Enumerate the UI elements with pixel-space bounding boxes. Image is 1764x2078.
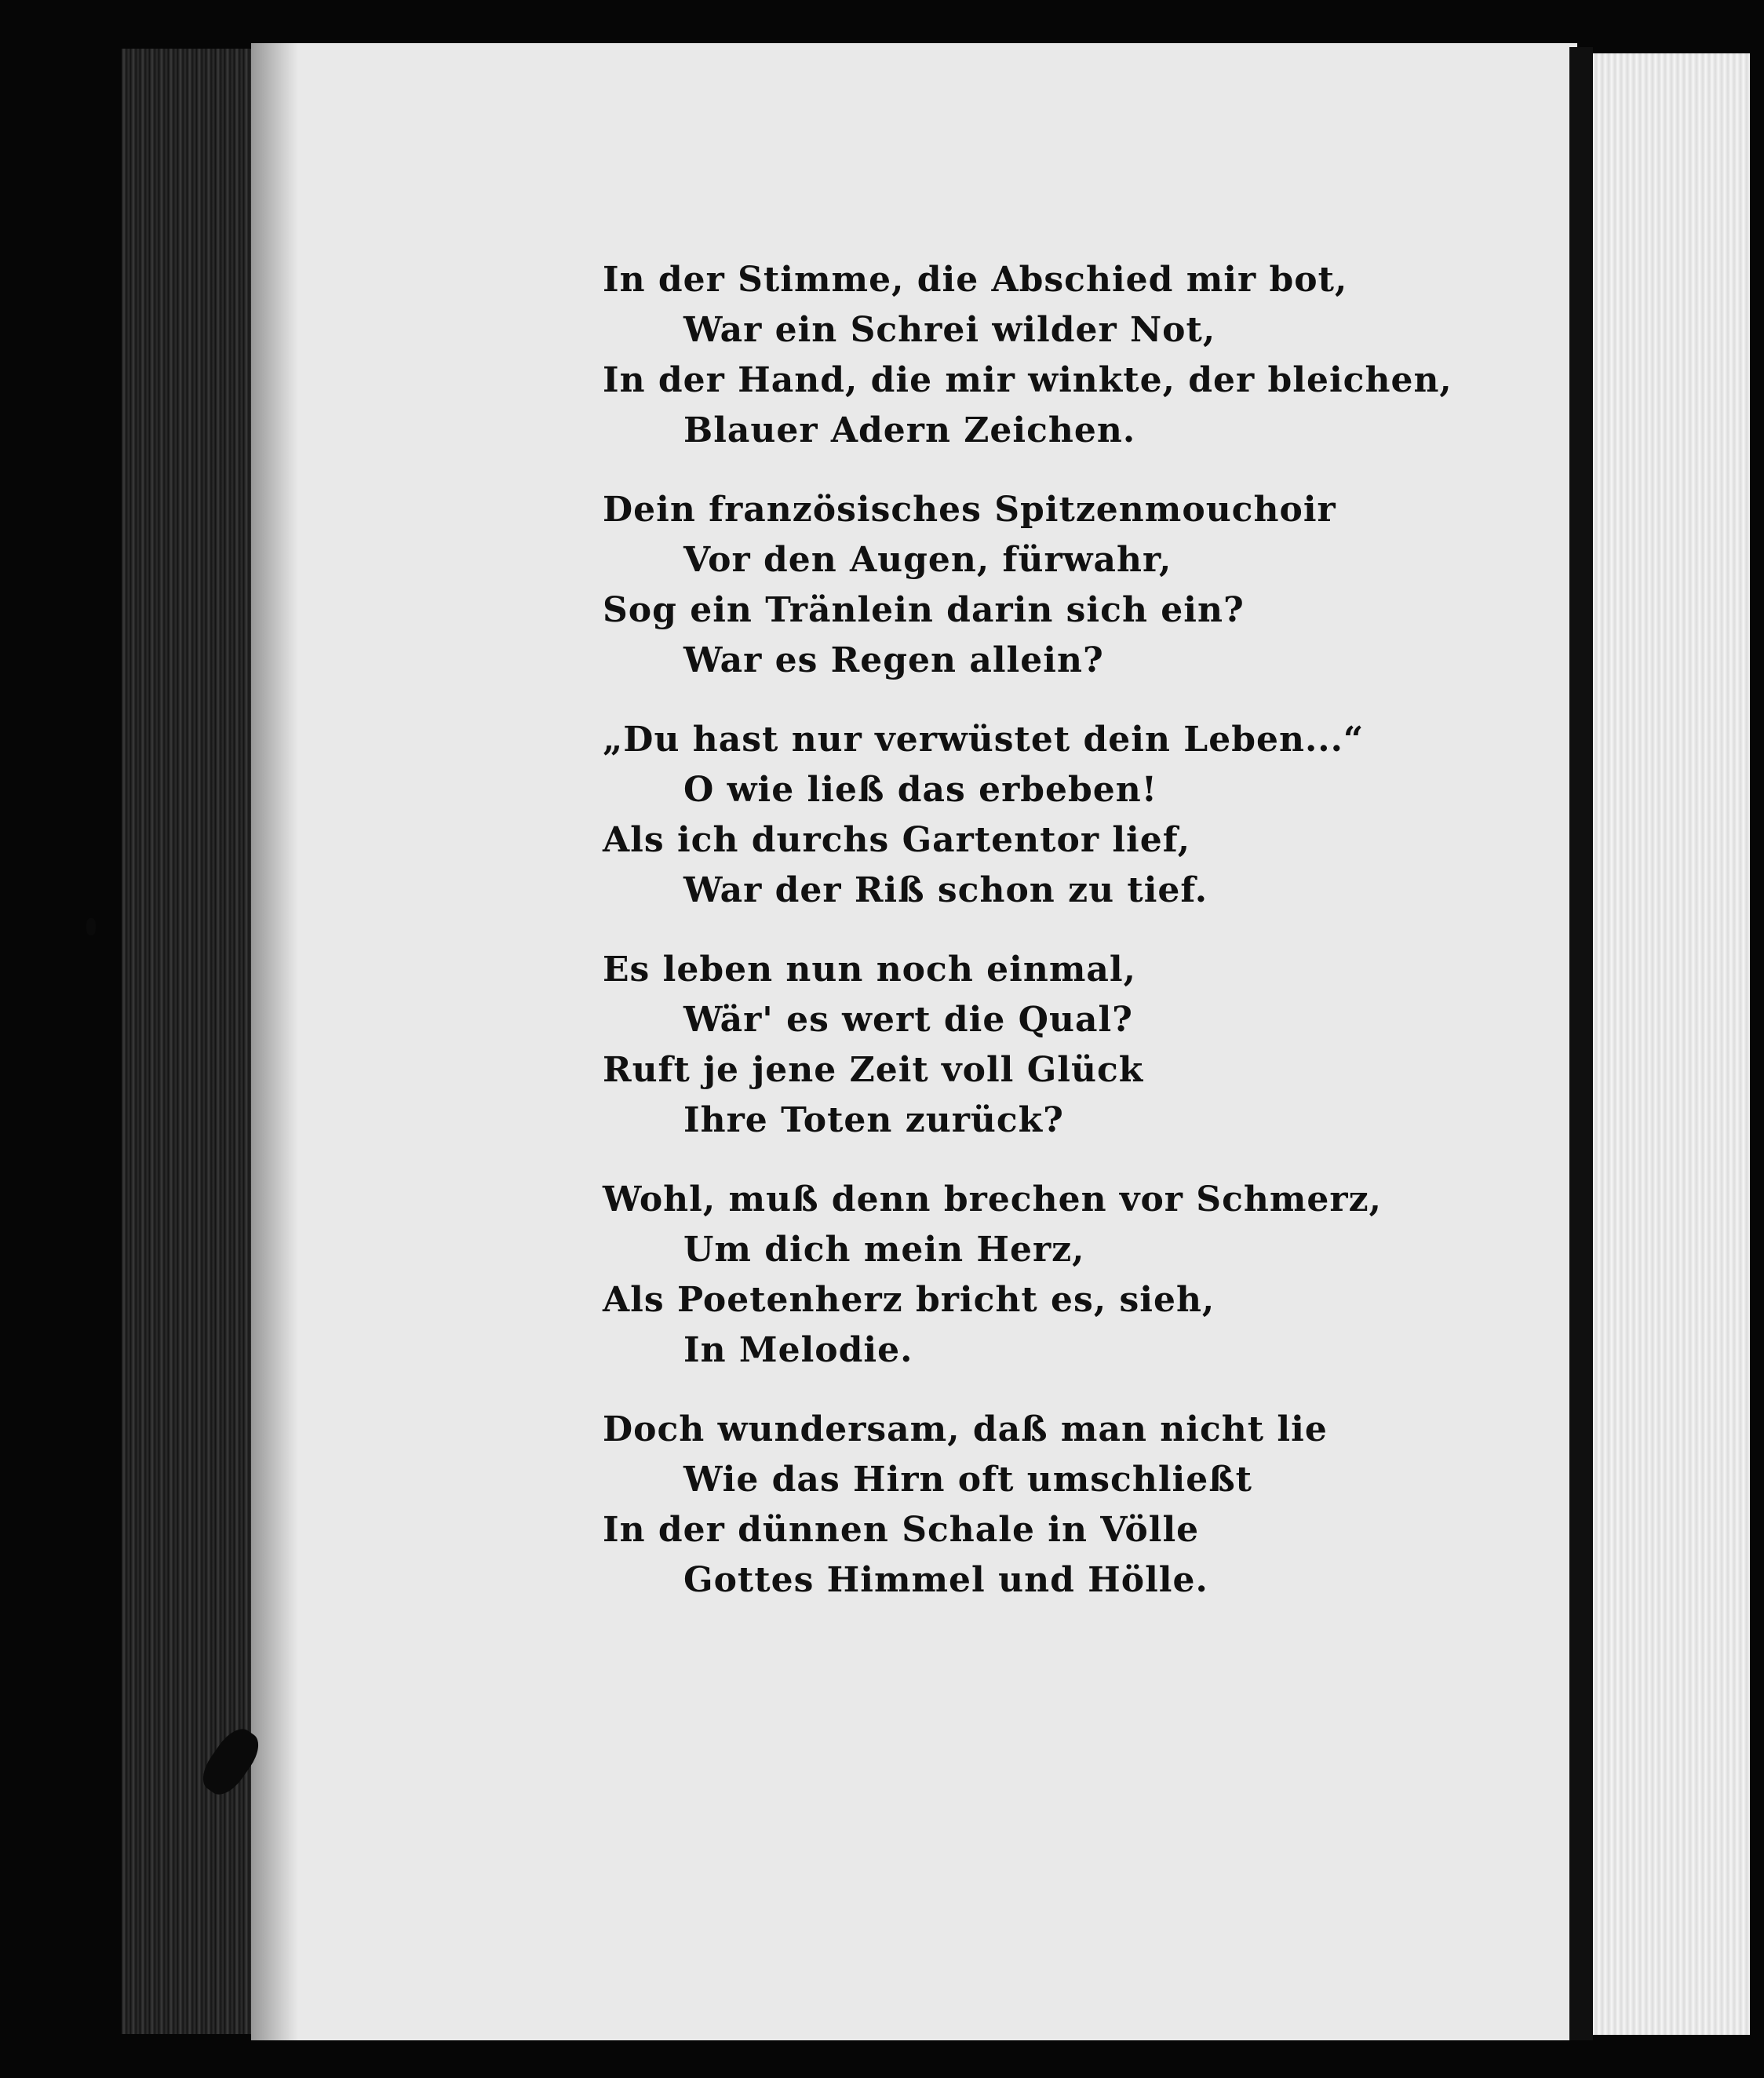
verse-line: Als Poetenherz bricht es, sieh, <box>603 1280 1215 1320</box>
verse-line: Ruft je jene Zeit voll Glück <box>603 1050 1144 1090</box>
verse-line: O wie ließ das erbeben! <box>683 770 1158 810</box>
verse-line: Es leben nun noch einmal, <box>603 950 1136 990</box>
stanza <box>603 485 1568 686</box>
verse-line: Gottes Himmel und Hölle. <box>683 1560 1208 1600</box>
verse-line: Blauer Adern Zeichen. <box>683 410 1136 450</box>
ink-speck <box>86 918 96 935</box>
poem <box>603 255 1568 1635</box>
verse-line: Vor den Augen, fürwahr, <box>683 540 1172 580</box>
verse-line: Wohl, muß denn brechen vor Schmerz, <box>603 1179 1382 1219</box>
facing-page-edge <box>1593 53 1750 2035</box>
binding-shadow <box>1569 47 1593 2040</box>
verse-line: In der Stimme, die Abschied mir bot, <box>603 260 1348 300</box>
verse-line: „Du hast nur verwüstet dein Leben...“ <box>603 720 1365 760</box>
stanza <box>603 715 1568 916</box>
verse-line: Als ich durchs Gartentor lief, <box>603 820 1191 860</box>
verse-line: Sog ein Tränlein darin sich ein? <box>603 590 1245 630</box>
verse-line: Ihre Toten zurück? <box>683 1100 1064 1140</box>
verse-line: Doch wundersam, daß man nicht lie <box>603 1409 1328 1449</box>
verse-line: In der dünnen Schale in Völle <box>603 1510 1200 1550</box>
stanza <box>603 1175 1568 1376</box>
verse-line: Wie das Hirn oft umschließt <box>683 1460 1253 1500</box>
verse-line: In der Hand, die mir winkte, der bleichen, <box>603 360 1452 400</box>
stanza <box>603 1405 1568 1606</box>
verse-line: Um dich mein Herz, <box>683 1230 1085 1270</box>
verse-line: In Melodie. <box>683 1330 913 1370</box>
verse-line: Wär' es wert die Qual? <box>683 1000 1133 1040</box>
verse-line: War es Regen allein? <box>683 640 1104 680</box>
stanza <box>603 945 1568 1146</box>
verse-line: War der Riß schon zu tief. <box>683 870 1208 910</box>
verse-line: War ein Schrei wilder Not, <box>683 310 1216 350</box>
stanza <box>603 255 1568 456</box>
verse-line: Dein französisches Spitzenmouchoir <box>603 490 1336 530</box>
